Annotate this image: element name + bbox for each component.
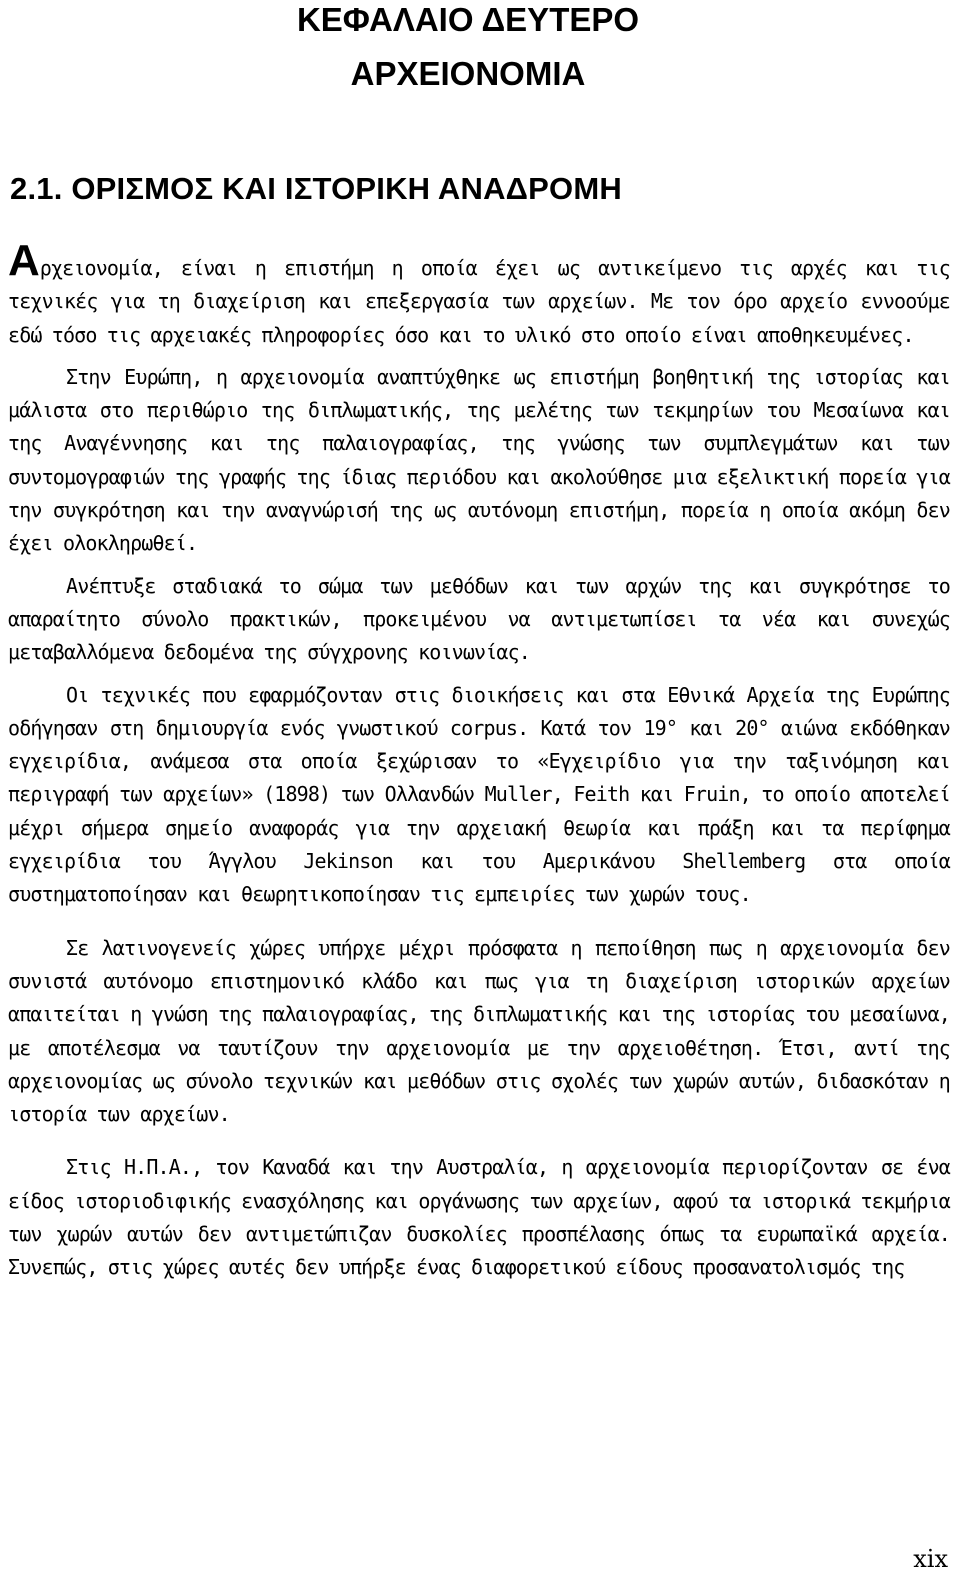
- chapter-title: ΑΡΧΕΙΟΝΟΜΙΑ: [350, 55, 586, 92]
- page-number: xix: [913, 1545, 948, 1573]
- drop-cap: Α: [8, 236, 40, 285]
- paragraph-intro: [8, 236, 950, 352]
- section-heading: 2.1. ΟΡΙΣΜΟΣ ΚΑΙ ΙΣΤΟΡΙΚΗ ΑΝΑΔΡΟΜΗ: [10, 171, 622, 206]
- body-text: [8, 236, 950, 1285]
- paragraph-latin-countries: Σε λατινογενείς χώρες υπήρχε μέχρι πρόσφατα η πεποίθηση πως η αρχειονομία δεν συνιστά αυτόνομο επιστημονικό κλάδο και πως για τη διαχείριση ιστορικών αρχείων απαιτείται η γνώση της παλαιογραφίας, της διπλωματικής και της ιστορίας του μεσαίωνα, με αποτέλεσμα να ταυτίζουν την αρχειονομία με την αρχειοθέτηση. Έτσι, αντί της αρχειονομίας ως σύνολο τεχνικών και μεθόδων στις σχολές των χωρών αυτών, διδασκόταν η ιστορία των αρχείων.: [8, 935, 950, 1127]
- paragraph-europe: Στην Ευρώπη, η αρχειονομία αναπτύχθηκε ως επιστήμη βοηθητική της ιστορίας και μάλιστα στο περιθώριο της διπλωματικής, της μελέτης των τεκμηρίων του Μεσαίωνα και της Αναγέννησης και της παλαιογραφίας, της γνώσης των συμπλεγμάτων και των συντομογραφιών της γραφής της ίδιας περιόδου και ακολούθησε μια εξελικτική πορεία για την συγκρότηση και την αναγνώρισή της ως αυτόνομη επιστήμη, πορεία η οποία ακόμη δεν έχει ολοκληρωθεί.: [8, 364, 950, 556]
- chapter-label: ΚΕΦΑΛΑΙΟ ΔΕΥΤΕΡΟ: [296, 1, 640, 38]
- paragraph-usa-canada: Στις Η.Π.Α., τον Καναδά και την Αυστραλία, η αρχειονομία περιορίζονταν σε ένα είδος ιστοριοδιφικής ενασχόλησης και οργάνωσης των αρχείων, αφού τα ιστορικά τεκμήρια των χωρών αυτών δεν αντιμετώπιζαν δυσκολίες προσπέλασης όπως τα ευρωπαϊκά αρχεία. Συνεπώς, στις χώρες αυτές δεν υπήρξε ένας διαφορετικού είδους προσανατολισμός της: [8, 1155, 950, 1280]
- paragraph-techniques: Οι τεχνικές που εφαρμόζονταν στις διοικήσεις και στα Εθνικά Αρχεία της Ευρώπης οδήγησαν στη δημιουργία ενός γνωστικού corpus. Κατά τον 19° και 20° αιώνα εκδόθηκαν εγχειρίδια, ανάμεσα στα οποία ξεχώρισαν το «Εγχειρίδιο για την ταξινόμηση και περιγραφή των αρχείων» (1898) των Ολλανδών Muller, Feith και Fruin, το οποίο αποτελεί μέχρι σήμερα σημείο αναφοράς για την αρχειακή θεωρία και πράξη και τα περίφημα εγχειρίδια του Άγγλου Jekinson και του Αμερικάνου Shellemberg στα οποία συστηματοποίησαν και θεωρητικοποίησαν τις εμπειρίες των χωρών τους.: [8, 682, 950, 907]
- paragraph-methods: Ανέπτυξε σταδιακά το σώμα των μεθόδων και των αρχών της και συγκρότησε το απαραίτητο σύνολο πρακτικών, προκειμένου να αντιμετωπίσει τα νέα και συνεχώς μεταβαλλόμενα δεδομένα της σύγχρονης κοινωνίας.: [8, 573, 950, 665]
- paragraph-intro-text: ρχειονομία, είναι η επιστήμη η οποία έχει ως αντικείμενο τις αρχές και τις τεχνικές για τη διαχείριση και επεξεργασία των αρχείων. Με τον όρο αρχείο εννοούμε εδώ τόσο τις αρχειακές πληροφορίες όσο και το υλικό στο οποίο είναι αποθηκευμένες.: [8, 256, 950, 347]
